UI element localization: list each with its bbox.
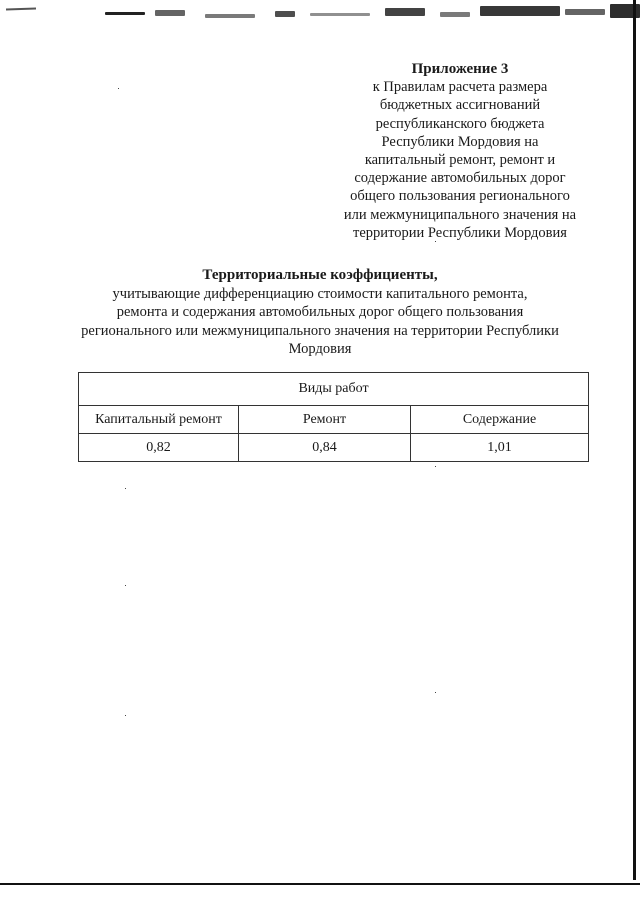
table-header-row: [79, 406, 589, 434]
heading-line: регионального или межмуниципального значения на территории Республики: [81, 322, 559, 339]
scan-artifact-corner: [6, 7, 36, 10]
column-header-repair: Ремонт: [239, 406, 411, 434]
table-row: [79, 434, 589, 462]
group-header-cell: Виды работ: [79, 373, 589, 406]
heading-line: Мордовия: [288, 341, 352, 357]
appendix-line: к Правилам расчета размера: [372, 79, 548, 96]
heading-title: Территориальные коэффициенты,: [202, 267, 438, 283]
appendix-line: или межмуниципального значения на: [343, 206, 577, 223]
heading-line: учитывающие дифференциацию стоимости капитального ремонта,: [112, 285, 528, 302]
heading-line: ремонта и содержания автомобильных дорог общего пользования: [116, 304, 524, 320]
appendix-line: Республики Мордовия на: [381, 133, 539, 150]
column-header-capital-repair: Капитальный ремонт: [79, 406, 239, 434]
appendix-line: бюджетных ассигнований: [379, 97, 541, 114]
appendix-line: содержание автомобильных дорог: [354, 170, 566, 187]
appendix-line: капитальный ремонт, ремонт и: [364, 152, 556, 169]
document-heading: [60, 266, 580, 359]
appendix-line: территории Республики Мордовия: [353, 224, 567, 241]
appendix-line: общего пользования регионального: [350, 188, 570, 205]
table-group-header-row: [79, 373, 589, 406]
appendix-note: [330, 60, 590, 242]
value-maintenance: 1,01: [411, 434, 589, 462]
scan-artifact-bottom: [0, 883, 640, 885]
scan-artifact-top: [95, 4, 640, 30]
value-capital-repair: 0,82: [79, 434, 239, 462]
coefficients-table: [78, 372, 589, 462]
appendix-line: республиканского бюджета: [375, 115, 545, 132]
scan-artifact-right: [633, 0, 636, 880]
column-header-maintenance: Содержание: [411, 406, 589, 434]
appendix-title: Приложение 3: [411, 61, 509, 77]
value-repair: 0,84: [239, 434, 411, 462]
